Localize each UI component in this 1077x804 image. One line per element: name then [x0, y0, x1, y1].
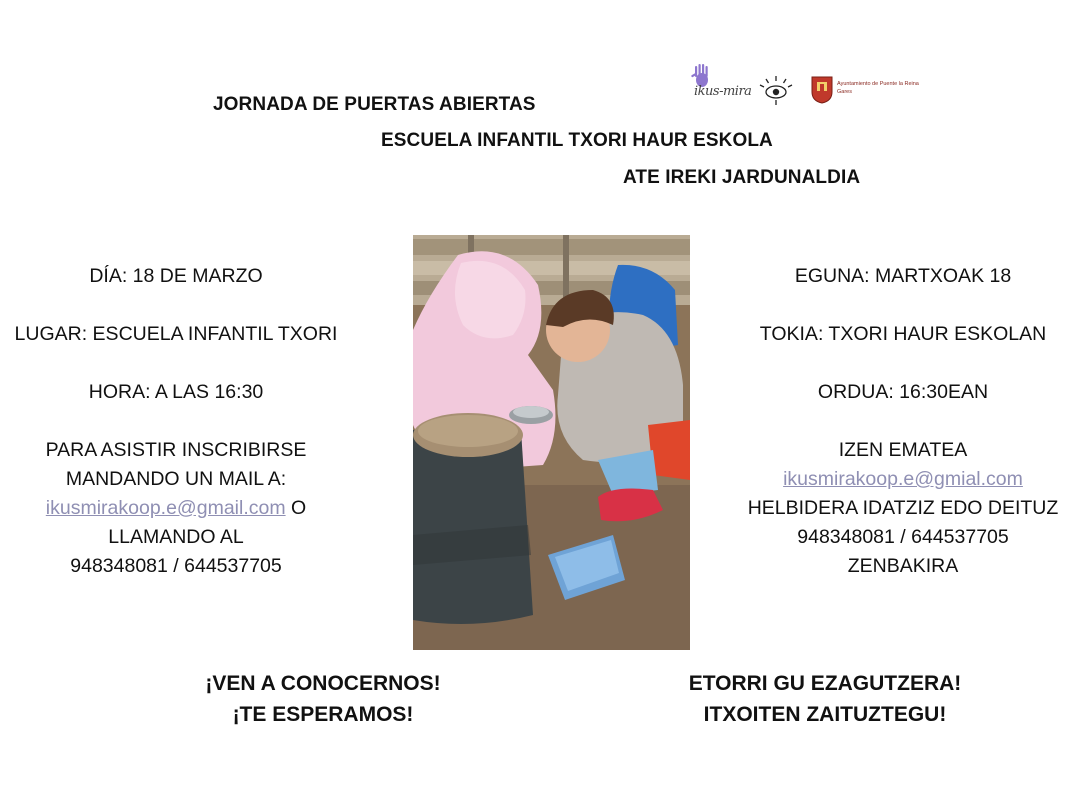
eguna-text: EGUNA: MARTXOAK 18	[794, 265, 1012, 287]
izen-ematea-text: IZEN EMATEA	[838, 439, 968, 461]
basque-slogan	[650, 668, 1000, 730]
title-line-3: ATE IREKI JARDUNALDIA	[623, 167, 861, 188]
spanish-info	[0, 262, 352, 581]
photo-illustration	[413, 235, 690, 650]
lugar-text: LUGAR: ESCUELA INFANTIL TXORI	[14, 323, 338, 345]
ordua-text: ORDUA: 16:30EAN	[817, 381, 989, 403]
ayuntamiento-logo-text	[837, 80, 919, 96]
basque-slogan-line-2: ITXOITEN ZAITUZTEGU!	[703, 703, 947, 726]
spanish-phones: 948348081 / 644537705	[70, 555, 282, 577]
spanish-slogan	[163, 668, 483, 730]
dia-text: DÍA: 18 DE MARZO	[89, 265, 263, 287]
llamando-text: LLAMANDO AL	[108, 526, 244, 548]
helbidera-text: HELBIDERA IDATZIZ EDO DEITUZ	[747, 497, 1059, 519]
email-suffix: O	[285, 497, 307, 519]
hora-text: HORA: A LAS 16:30	[88, 381, 264, 403]
basque-info	[728, 262, 1077, 581]
spanish-slogan-line-1: ¡VEN A CONOCERNOS!	[205, 672, 441, 695]
basque-slogan-line-1: ETORRI GU EZAGUTZERA!	[688, 672, 962, 695]
tokia-text: TOKIA: TXORI HAUR ESKOLAN	[759, 323, 1047, 345]
children-playing-photo	[413, 235, 690, 650]
spanish-email-link[interactable]: ikusmirakoop.e@gmail.com	[45, 497, 286, 519]
email-line	[0, 494, 352, 523]
ikusmira-logo-text: ikus-mira	[694, 84, 752, 99]
zenbakira-text: ZENBAKIRA	[847, 555, 959, 577]
ayuntamiento-logo	[811, 74, 926, 108]
title-line-2: ESCUELA INFANTIL TXORI HAUR ESKOLA	[381, 130, 773, 151]
title-line-1: JORNADA DE PUERTAS ABIERTAS	[213, 94, 536, 115]
basque-phones: 948348081 / 644537705	[797, 526, 1009, 548]
basque-email-line	[728, 465, 1077, 494]
coat-of-arms-icon	[811, 76, 833, 104]
basque-email-link[interactable]: ikusmirakoop.e@gmial.com	[783, 468, 1023, 490]
spanish-slogan-line-2: ¡TE ESPERAMOS!	[232, 703, 414, 726]
ayuntamiento-line-1: Ayuntamiento de Puente la Reina	[837, 81, 919, 87]
ayuntamiento-line-2: Gares	[837, 89, 852, 95]
asistir-line-1: PARA ASISTIR INSCRIBIRSE	[45, 439, 307, 461]
asistir-line-2: MANDANDO UN MAIL A:	[65, 468, 287, 490]
ikusmira-logo	[682, 62, 798, 112]
